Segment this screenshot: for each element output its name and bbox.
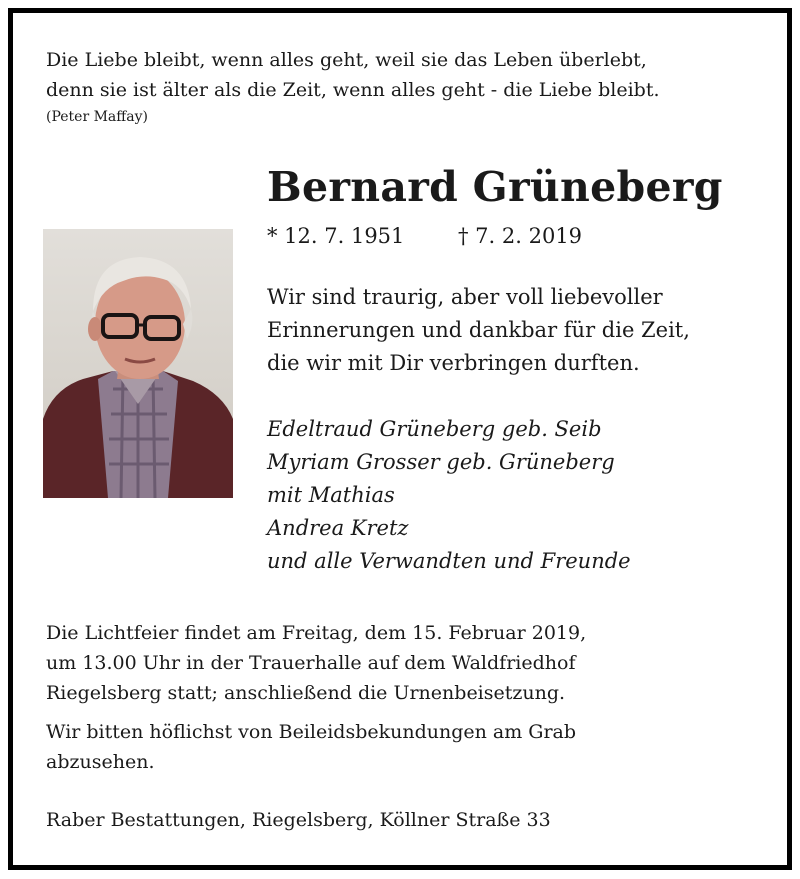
ceremony-line-1: Die Lichtfeier findet am Freitag, dem 15. Februar 2019, <box>46 622 587 644</box>
ceremony-line-3: Riegelsberg statt; anschließend die Urnenbeisetzung. <box>46 682 566 704</box>
message-line-3: die wir mit Dir verbringen durften. <box>267 351 640 375</box>
death-date: † 7. 2. 2019 <box>458 224 583 248</box>
quote-line-1: Die Liebe bleibt, wenn alles geht, weil sie das Leben überlebt, <box>46 49 647 71</box>
message-line-1: Wir sind traurig, aber voll liebevoller <box>267 285 663 309</box>
request-line-2: abzusehen. <box>46 751 155 773</box>
request-line-1: Wir bitten höflichst von Beileidsbekundungen am Grab <box>46 721 577 743</box>
portrait-photo <box>43 229 233 498</box>
undertaker-info: Raber Bestattungen, Riegelsberg, Köllner Straße 33 <box>46 809 551 831</box>
ceremony-line-2: um 13.00 Uhr in der Trauerhalle auf dem Waldfriedhof <box>46 652 576 674</box>
quote-author: (Peter Maffay) <box>46 109 148 125</box>
mourner-2: Myriam Grosser geb. Grüneberg <box>267 450 615 474</box>
deceased-name: Bernard Grüneberg <box>267 163 723 211</box>
birth-date: * 12. 7. 1951 <box>267 224 405 248</box>
mourner-4: Andrea Kretz <box>267 516 409 540</box>
mourner-1: Edeltraud Grüneberg geb. Seib <box>267 417 602 441</box>
message-line-2: Erinnerungen und dankbar für die Zeit, <box>267 318 690 342</box>
mourner-3: mit Mathias <box>267 483 395 507</box>
quote-line-2: denn sie ist älter als die Zeit, wenn alles geht - die Liebe bleibt. <box>46 79 660 101</box>
mourner-5: und alle Verwandten und Freunde <box>267 549 631 573</box>
